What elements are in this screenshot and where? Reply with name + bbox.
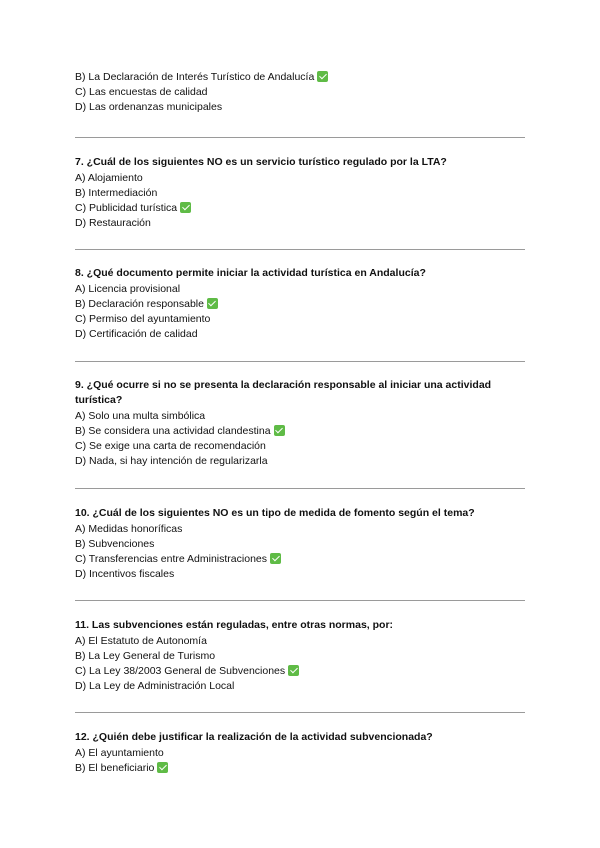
divider [75, 249, 525, 250]
check-mark-icon [270, 553, 281, 564]
option-d: D) Restauración [75, 217, 151, 229]
question-8 [75, 266, 525, 342]
question-11 [75, 618, 525, 694]
option-a: A) Medidas honoríficas [75, 523, 183, 535]
question-10 [75, 506, 525, 582]
option-c: C) Se exige una carta de recomendación [75, 440, 266, 452]
divider [75, 712, 525, 713]
option-b: B) Subvenciones [75, 538, 155, 550]
option-b: B) Declaración responsable [75, 297, 525, 312]
question-title: 12. ¿Quién debe justificar la realización de la actividad subvencionada? [75, 731, 433, 743]
option-b: B) Intermediación [75, 187, 158, 199]
option-c: C) Permiso del ayuntamiento [75, 313, 211, 325]
question-title: 10. ¿Cuál de los siguientes NO es un tipo de medida de fomento según el tema? [75, 507, 475, 519]
divider [75, 600, 525, 601]
option-a: A) El Estatuto de Autonomía [75, 635, 207, 647]
check-mark-icon [288, 665, 299, 676]
check-mark-icon [180, 202, 191, 213]
option-d: D) Certificación de calidad [75, 328, 198, 340]
option-c: C) La Ley 38/2003 General de Subvenciones [75, 664, 525, 679]
question-title: 11. Las subvenciones están reguladas, entre otras normas, por: [75, 619, 394, 631]
option-b: B) Se considera una actividad clandestina [75, 424, 525, 439]
divider [75, 137, 525, 138]
option-d: D) Nada, si hay intención de regularizarla [75, 455, 268, 467]
option-b: B) La Declaración de Interés Turístico de Andalucía [75, 70, 525, 85]
question-title: 7. ¿Cuál de los siguientes NO es un servicio turístico regulado por la LTA? [75, 156, 447, 168]
question-title: 9. ¿Qué ocurre si no se presenta la declaración responsable al iniciar una actividad turística? [75, 379, 492, 406]
divider [75, 361, 525, 362]
option-c: C) Las encuestas de calidad [75, 86, 208, 98]
check-mark-icon [207, 298, 218, 309]
question-5-tail [75, 70, 525, 115]
option-c: C) Publicidad turística [75, 201, 525, 216]
option-a: A) Licencia provisional [75, 283, 181, 295]
option-a: A) El ayuntamiento [75, 747, 164, 759]
check-mark-icon [274, 425, 285, 436]
option-a: A) Solo una multa simbólica [75, 410, 206, 422]
question-title: 8. ¿Qué documento permite iniciar la actividad turística en Andalucía? [75, 267, 426, 279]
option-d: D) Las ordenanzas municipales [75, 101, 223, 113]
option-b: B) La Ley General de Turismo [75, 650, 216, 662]
check-mark-icon [317, 71, 328, 82]
option-d: D) Incentivos fiscales [75, 568, 175, 580]
question-12 [75, 730, 525, 776]
divider [75, 488, 525, 489]
check-mark-icon [157, 762, 168, 773]
question-9 [75, 378, 525, 469]
option-a: A) Alojamiento [75, 172, 143, 184]
option-c: C) Transferencias entre Administraciones [75, 552, 525, 567]
option-b: B) El beneficiario [75, 761, 525, 776]
option-d: D) La Ley de Administración Local [75, 680, 235, 692]
question-7 [75, 155, 525, 231]
